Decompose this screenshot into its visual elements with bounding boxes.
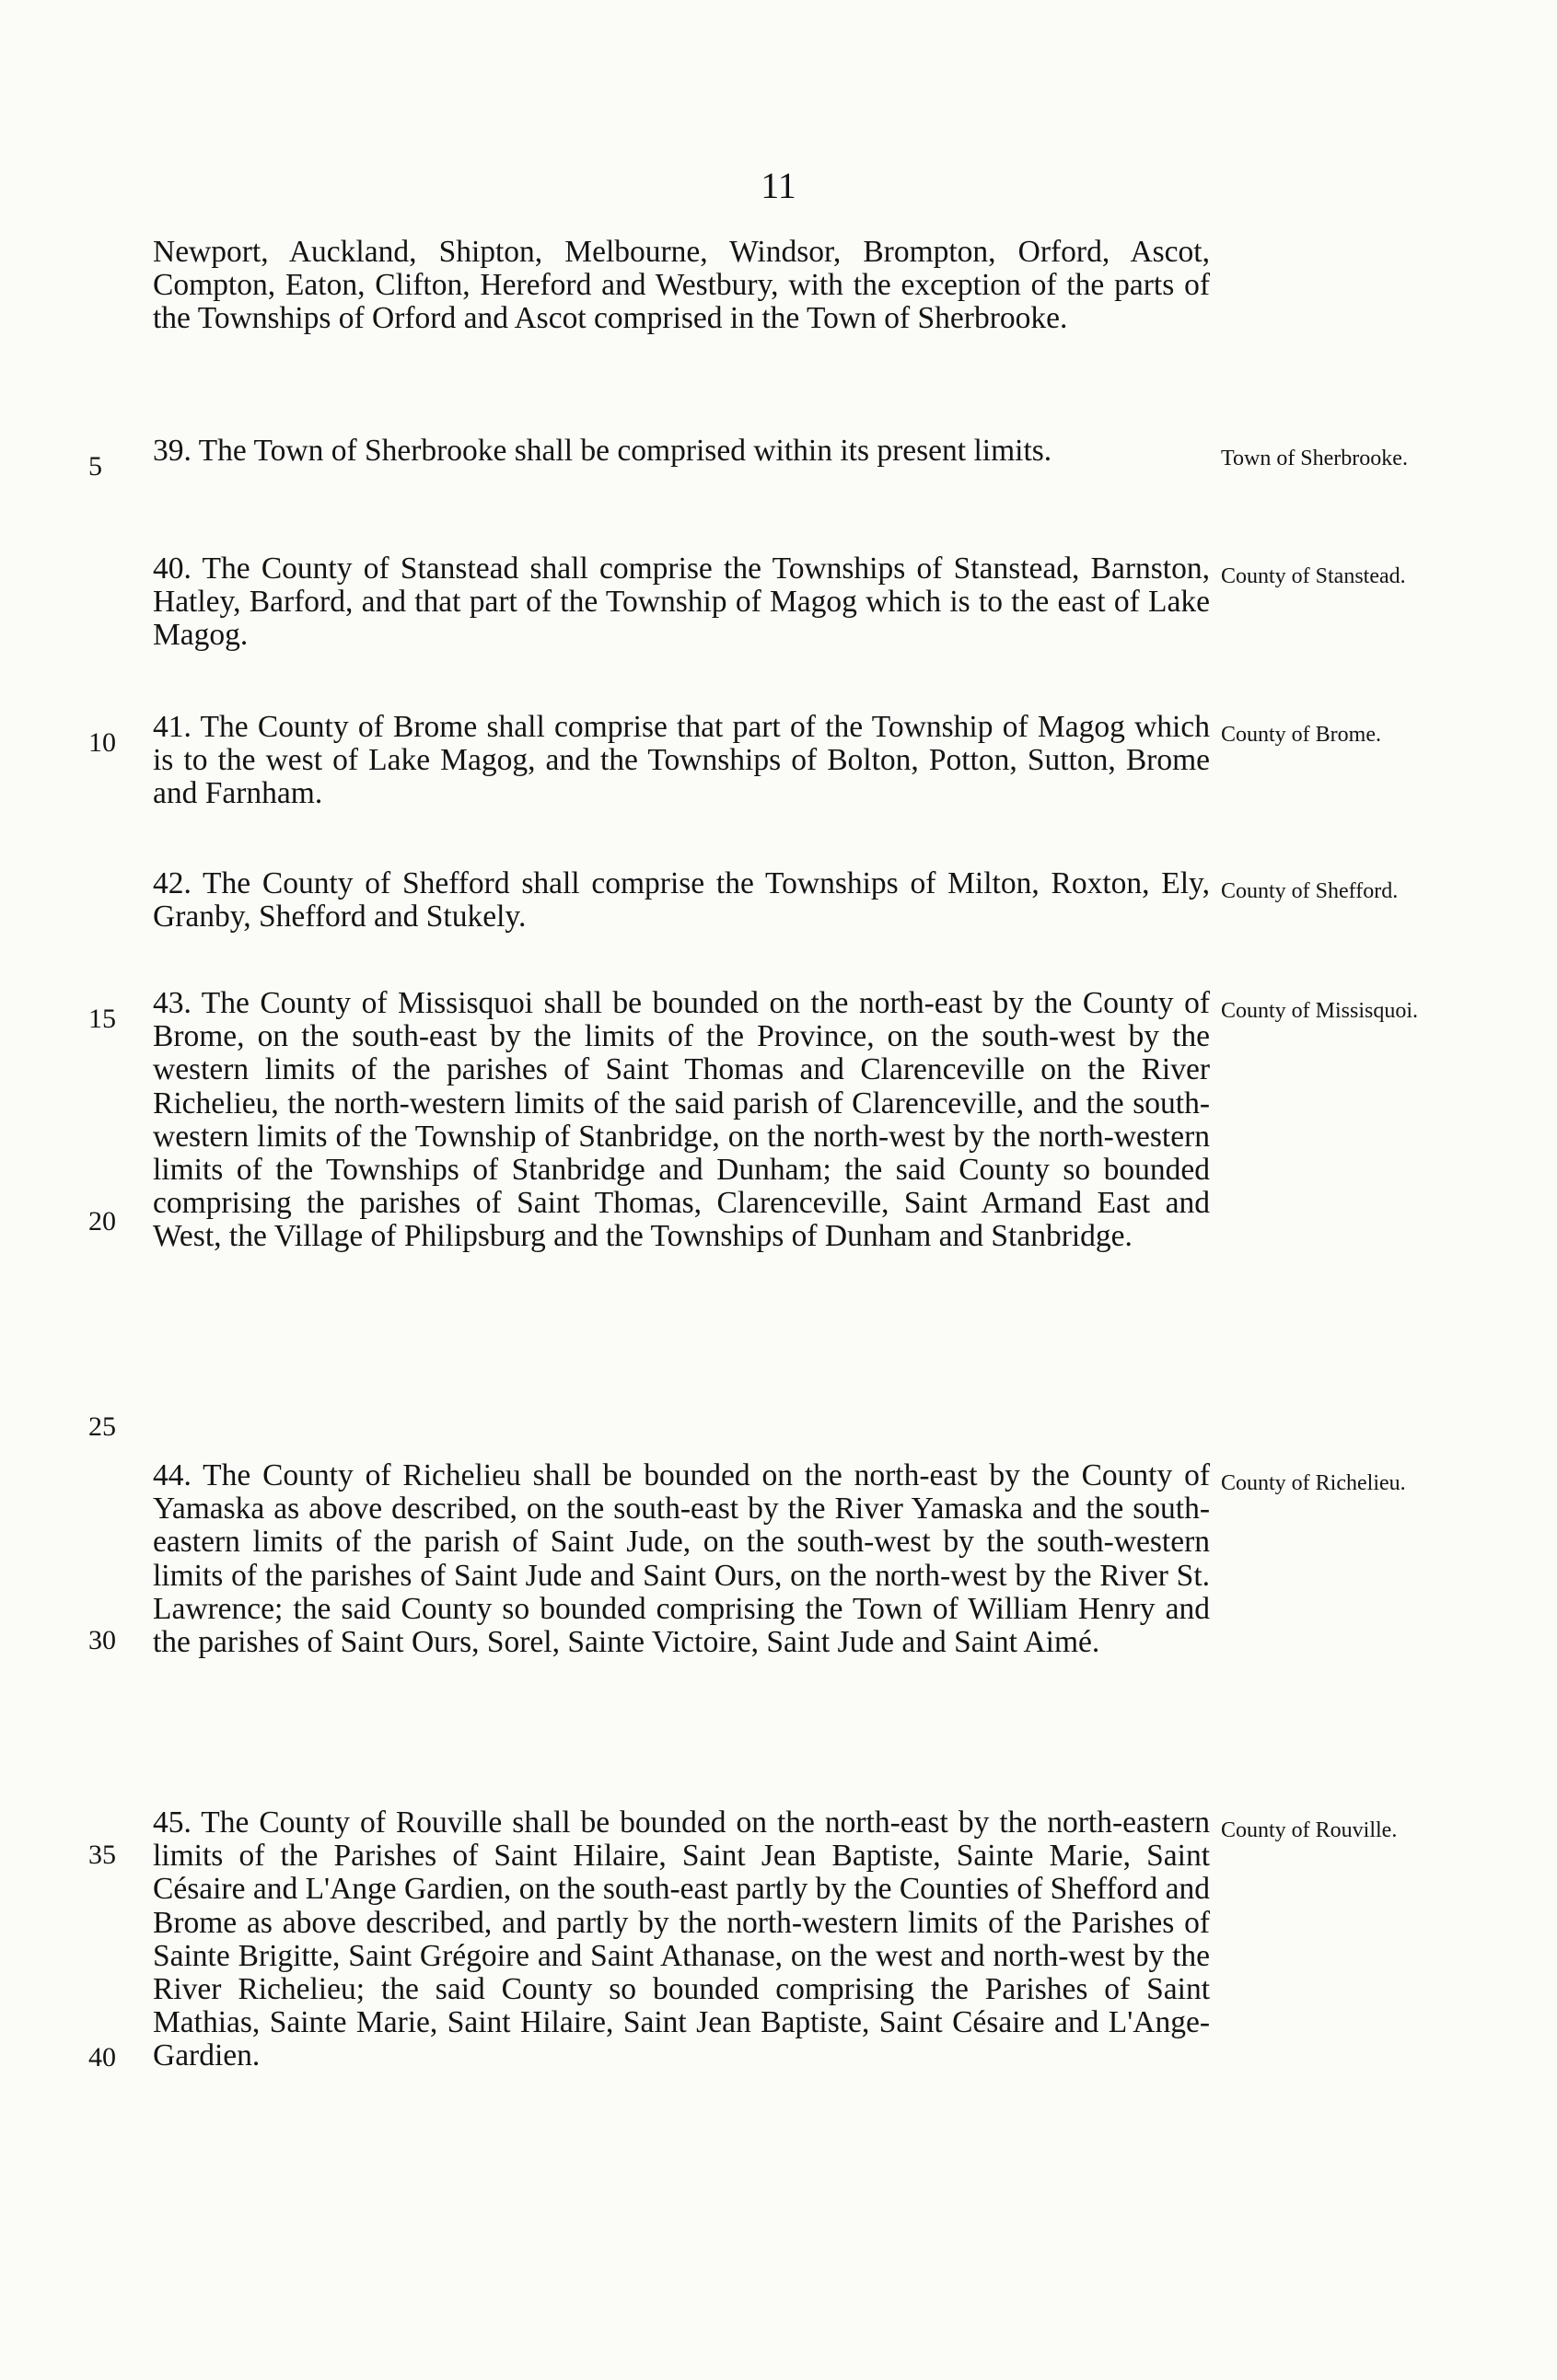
line-number: 20	[88, 1206, 116, 1236]
section-44: 44. The County of Richelieu shall be bounded on the north-east by the County of Yamaska as above described, on the south-east by the River Yamaska and the south-eastern limits of the parish of Saint Jude, on the south-west by the south-western limits of the parishes of Saint Jude and Saint Ours, on the north-west by the River St. Lawrence; the said County so bounded comprising the Town of William Henry and the parishes of Saint Ours, Sorel, Sainte Victoire, Saint Jude and Saint Aimé.	[153, 1458, 1210, 1660]
line-number: 10	[88, 727, 116, 758]
margin-note-county-of-brome: County of Brome.	[1221, 723, 1381, 747]
line-number: 40	[88, 2042, 116, 2072]
section-43: 43. The County of Missisquoi shall be bounded on the north-east by the County of Brome, on the south-east by the limits of the Province, on the south-west by the western limits of the parishes of Saint Thomas and Clarenceville on the River Richelieu, the north-western limits of the said parish of Clarenceville, and the south-western limits of the Township of Stanbridge, on the north-west by the north-western limits of the Townships of Stanbridge and Dunham; the said County so bounded comprising the parishes of Saint Thomas, Clarenceville, Saint Armand East and West, the Village of Philipsburg and the Townships of Dunham and Stanbridge.	[153, 986, 1210, 1254]
section-41: 41. The County of Brome shall comprise that part of the Township of Magog which is to the west of Lake Magog, and the Townships of Bolton, Potton, Sutton, Brome and Farnham.	[153, 710, 1210, 811]
line-number: 30	[88, 1625, 116, 1655]
margin-note-town-of-sherbrooke: Town of Sherbrooke.	[1221, 447, 1408, 470]
line-number: 5	[88, 451, 102, 482]
line-number: 15	[88, 1004, 116, 1034]
margin-note-county-of-rouville: County of Rouville.	[1221, 1818, 1398, 1842]
line-number: 25	[88, 1411, 116, 1442]
line-number: 35	[88, 1840, 116, 1870]
margin-note-county-of-shefford: County of Shefford.	[1221, 879, 1399, 903]
section-42: 42. The County of Shefford shall comprise the Townships of Milton, Roxton, Ely, Granby, Shefford and Stukely.	[153, 866, 1210, 935]
section-40: 40. The County of Stanstead shall comprise the Townships of Stanstead, Barnston, Hatley, Barford, and that part of the Township of Magog which is to the east of Lake Magog.	[153, 551, 1210, 653]
paragraph-continuation: Newport, Auckland, Shipton, Melbourne, Windsor, Brompton, Orford, Ascot, Compton, Eaton, Clifton, Hereford and Westbury, with the exception of the parts of the Townships of Orford and Ascot comprised in the Town of Sherbrooke.	[153, 235, 1210, 336]
margin-note-county-of-stanstead: County of Stanstead.	[1221, 564, 1406, 588]
margin-note-county-of-missisquoi: County of Missisquoi.	[1221, 999, 1419, 1023]
section-45: 45. The County of Rouville shall be bounded on the north-east by the north-eastern limits of the Parishes of Saint Hilaire, Saint Jean Baptiste, Sainte Marie, Saint Césaire and L'Ange Gardien, on the south-east partly by the Counties of Shefford and Brome as above described, and partly by the north-western limits of the Parishes of Sainte Brigitte, Saint Grégoire and Saint Athanase, on the west and north-west by the River Richelieu; the said County so bounded comprising the Parishes of Saint Mathias, Sainte Marie, Saint Hilaire, Saint Jean Baptiste, Saint Césaire and L'Ange-Gardien.	[153, 1805, 1210, 2073]
page-number: 11	[761, 165, 796, 206]
section-39: 39. The Town of Sherbrooke shall be comprised within its present limits.	[153, 434, 1052, 468]
margin-note-county-of-richelieu: County of Richelieu.	[1221, 1471, 1406, 1495]
